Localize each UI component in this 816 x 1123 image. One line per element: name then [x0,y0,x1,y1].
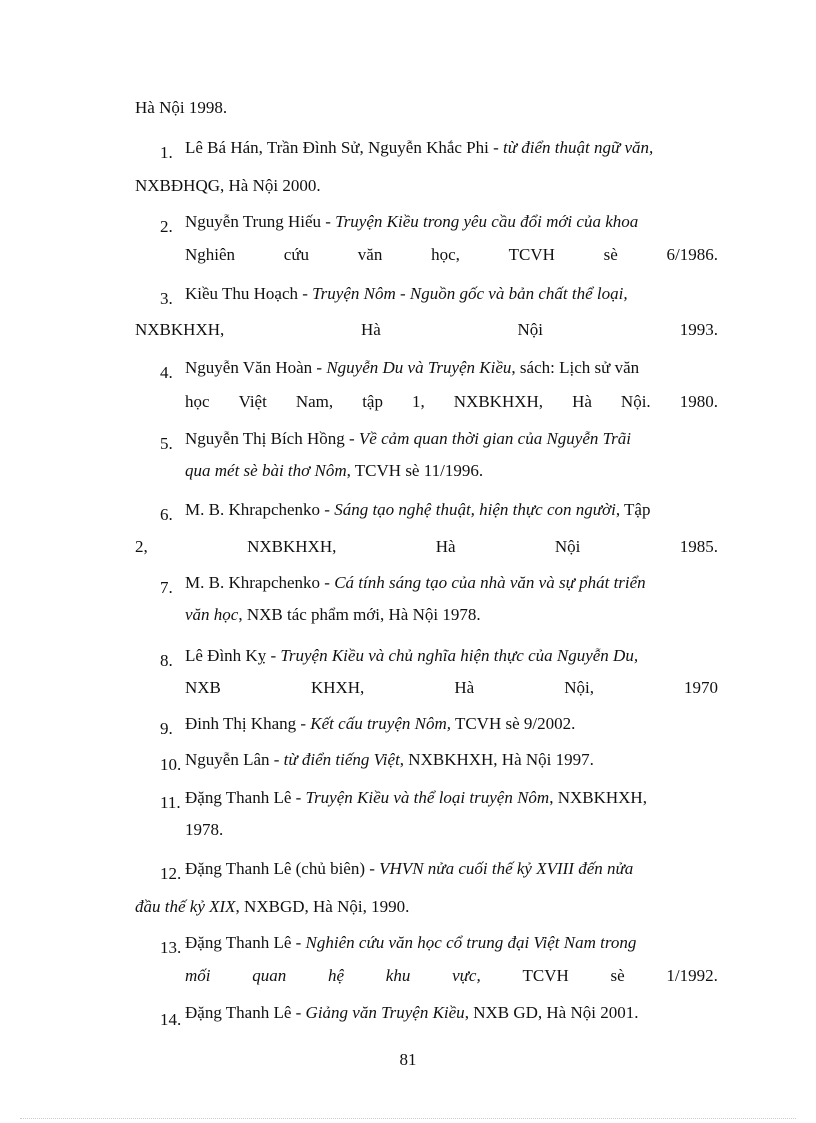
ref-line: văn học, NXB tác phẩm mới, Hà Nội 1978. [185,605,481,624]
ref-number: 6. [160,505,173,524]
continuation-line: Hà Nội 1998. [135,98,228,117]
ref-line: Kiều Thu Hoạch - Truyện Nôm - Nguồn gốc và bản chất thể loại, [185,284,628,303]
ref-number: 2. [160,217,173,236]
ref-number: 5. [160,434,173,453]
ref-line-justified: Nghiên cứu văn học, TCVH sè 6/1986. [185,245,718,264]
ref-line-justified: NXBKHXH, Hà Nội 1993. [135,320,718,339]
ref-number: 1. [160,143,173,162]
ref-number: 4. [160,363,173,382]
ref-line: qua mét sè bài thơ Nôm, TCVH sè 11/1996. [185,461,484,480]
ref-line-justified: mối quan hệ khu vực, TCVH sè 1/1992. [185,966,718,985]
ref-line: Đinh Thị Khang - Kết cấu truyện Nôm, TCVH sè 9/2002. [185,714,576,733]
ref-number: 8. [160,651,173,670]
ref-line: Nguyễn Văn Hoàn - Nguyễn Du và Truyện Kiều, sách: Lịch sử văn [185,358,640,377]
ref-line: Nguyễn Thị Bích Hồng - Về cảm quan thời gian của Nguyễn Trãi [185,429,631,448]
ref-line: NXBĐHQG, Hà Nội 2000. [135,176,321,195]
ref-line-justified: học Việt Nam, tập 1, NXBKHXH, Hà Nội. 1980. [185,392,718,411]
ref-number: 13. [160,938,182,957]
ref-line: đầu thế kỷ XIX, NXBGD, Hà Nội, 1990. [135,897,410,916]
ref-number: 7. [160,578,173,597]
ref-line: Đặng Thanh Lê - Nghiên cứu văn học cổ trung đại Việt Nam trong [185,933,637,952]
ref-number: 9. [160,719,173,738]
ref-line: Đặng Thanh Lê - Truyện Kiều và thể loại truyện Nôm, NXBKHXH, [185,788,647,807]
ref-line: Lê Bá Hán, Trần Đình Sử, Nguyễn Khắc Phi - từ điển thuật ngữ văn, [185,138,654,157]
page-edge-divider [20,1118,796,1119]
ref-line: Nguyễn Trung Hiếu - Truyện Kiều trong yêu cầu đổi mới của khoa [185,212,639,231]
ref-line: Lê Đình Kỵ - Truyện Kiều và chủ nghĩa hiện thực của Nguyễn Du, [185,646,639,665]
ref-line: M. B. Khrapchenko - Cá tính sáng tạo của nhà văn và sự phát triển [185,573,646,592]
ref-line: Nguyễn Lân - từ điển tiếng Việt, NXBKHXH, Hà Nội 1997. [185,750,594,769]
ref-number: 12. [160,864,182,883]
ref-number: 10. [160,755,182,774]
ref-line-justified: NXB KHXH, Hà Nội, 1970 [185,678,718,697]
ref-line: 1978. [185,820,224,839]
ref-line: M. B. Khrapchenko - Sáng tạo nghệ thuật, hiện thực con người, Tập [185,500,651,519]
ref-line: Đặng Thanh Lê (chủ biên) - VHVN nửa cuối thế kỷ XVIII đến nửa [185,859,634,878]
page-number: 81 [399,1050,417,1069]
ref-number: 11. [160,793,181,812]
ref-number: 14. [160,1010,182,1029]
ref-number: 3. [160,289,173,308]
ref-line: Đặng Thanh Lê - Giảng văn Truyện Kiều, NXB GD, Hà Nội 2001. [185,1003,639,1022]
ref-line-justified: 2, NXBKHXH, Hà Nội 1985. [135,537,718,556]
